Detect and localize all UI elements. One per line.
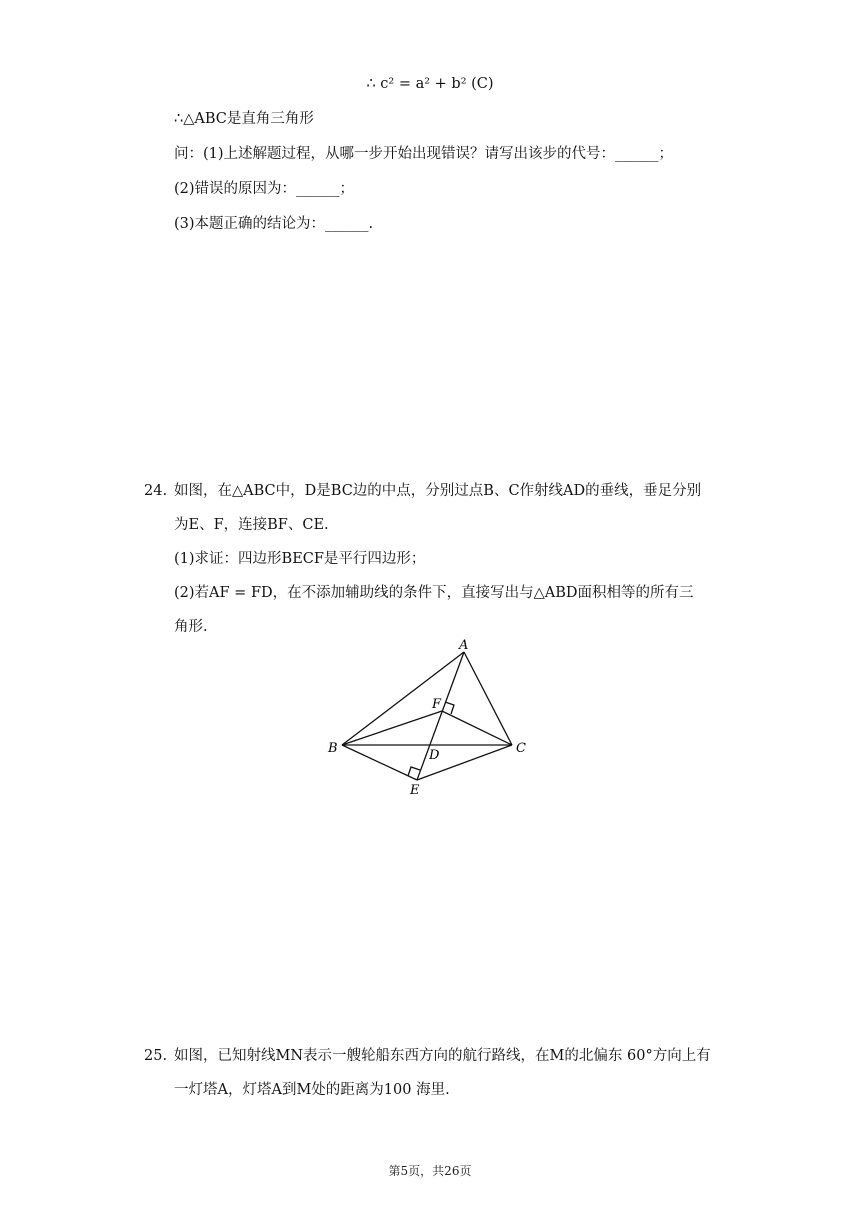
- q24-part1: (1)求证：四边形BECF是平行四边形；: [174, 551, 426, 567]
- label-b: B: [328, 741, 338, 756]
- label-f: F: [432, 697, 442, 712]
- q23-conclusion: ∴△ABC是直角三角形: [174, 111, 314, 127]
- q23-formula: ∴ c² = a² + b² (C): [366, 76, 494, 92]
- q25-line2: 一灯塔A，灯塔A到M处的距离为100 海里.: [174, 1082, 450, 1098]
- segment-ae: [417, 652, 464, 780]
- label-c: C: [516, 741, 526, 756]
- q24-part2-line1: (2)若AF = FD，在不添加辅助线的条件下，直接写出与△ABD面积相等的所有三: [174, 585, 694, 601]
- label-e: E: [410, 783, 420, 798]
- q24-geometry-figure: [0, 636, 860, 806]
- segment-be: [342, 745, 417, 780]
- right-angle-e: [408, 767, 420, 776]
- q23-ask2: (2)错误的原因为：______；: [174, 181, 355, 197]
- q25-number: 25.: [144, 1048, 168, 1064]
- q24-stem-line1: 如图，在△ABC中，D是BC边的中点，分别过点B、C作射线AD的垂线，垂足分别: [174, 483, 702, 499]
- q23-ask3: (3)本题正确的结论为：______.: [174, 216, 374, 232]
- right-angle-f: [445, 702, 454, 714]
- q24-stem-line2: 为E、F，连接BF、CE.: [174, 517, 329, 533]
- label-d: D: [429, 748, 440, 763]
- label-a: A: [459, 638, 469, 653]
- q25-line1: 如图，已知射线MN表示一艘轮船东西方向的航行路线，在M的北偏东 60°方向上有: [174, 1048, 711, 1064]
- q24-part2-line2: 角形.: [174, 619, 208, 635]
- segment-ab: [342, 652, 464, 745]
- q24-number: 24.: [144, 483, 168, 499]
- q23-ask1: 问：(1)上述解题过程，从哪一步开始出现错误？请写出该步的代号：______；: [174, 146, 674, 162]
- page-footer: 第5页，共26页: [388, 1164, 472, 1178]
- segment-bf: [342, 711, 442, 745]
- segment-fc: [442, 711, 512, 745]
- segment-ac: [464, 652, 512, 745]
